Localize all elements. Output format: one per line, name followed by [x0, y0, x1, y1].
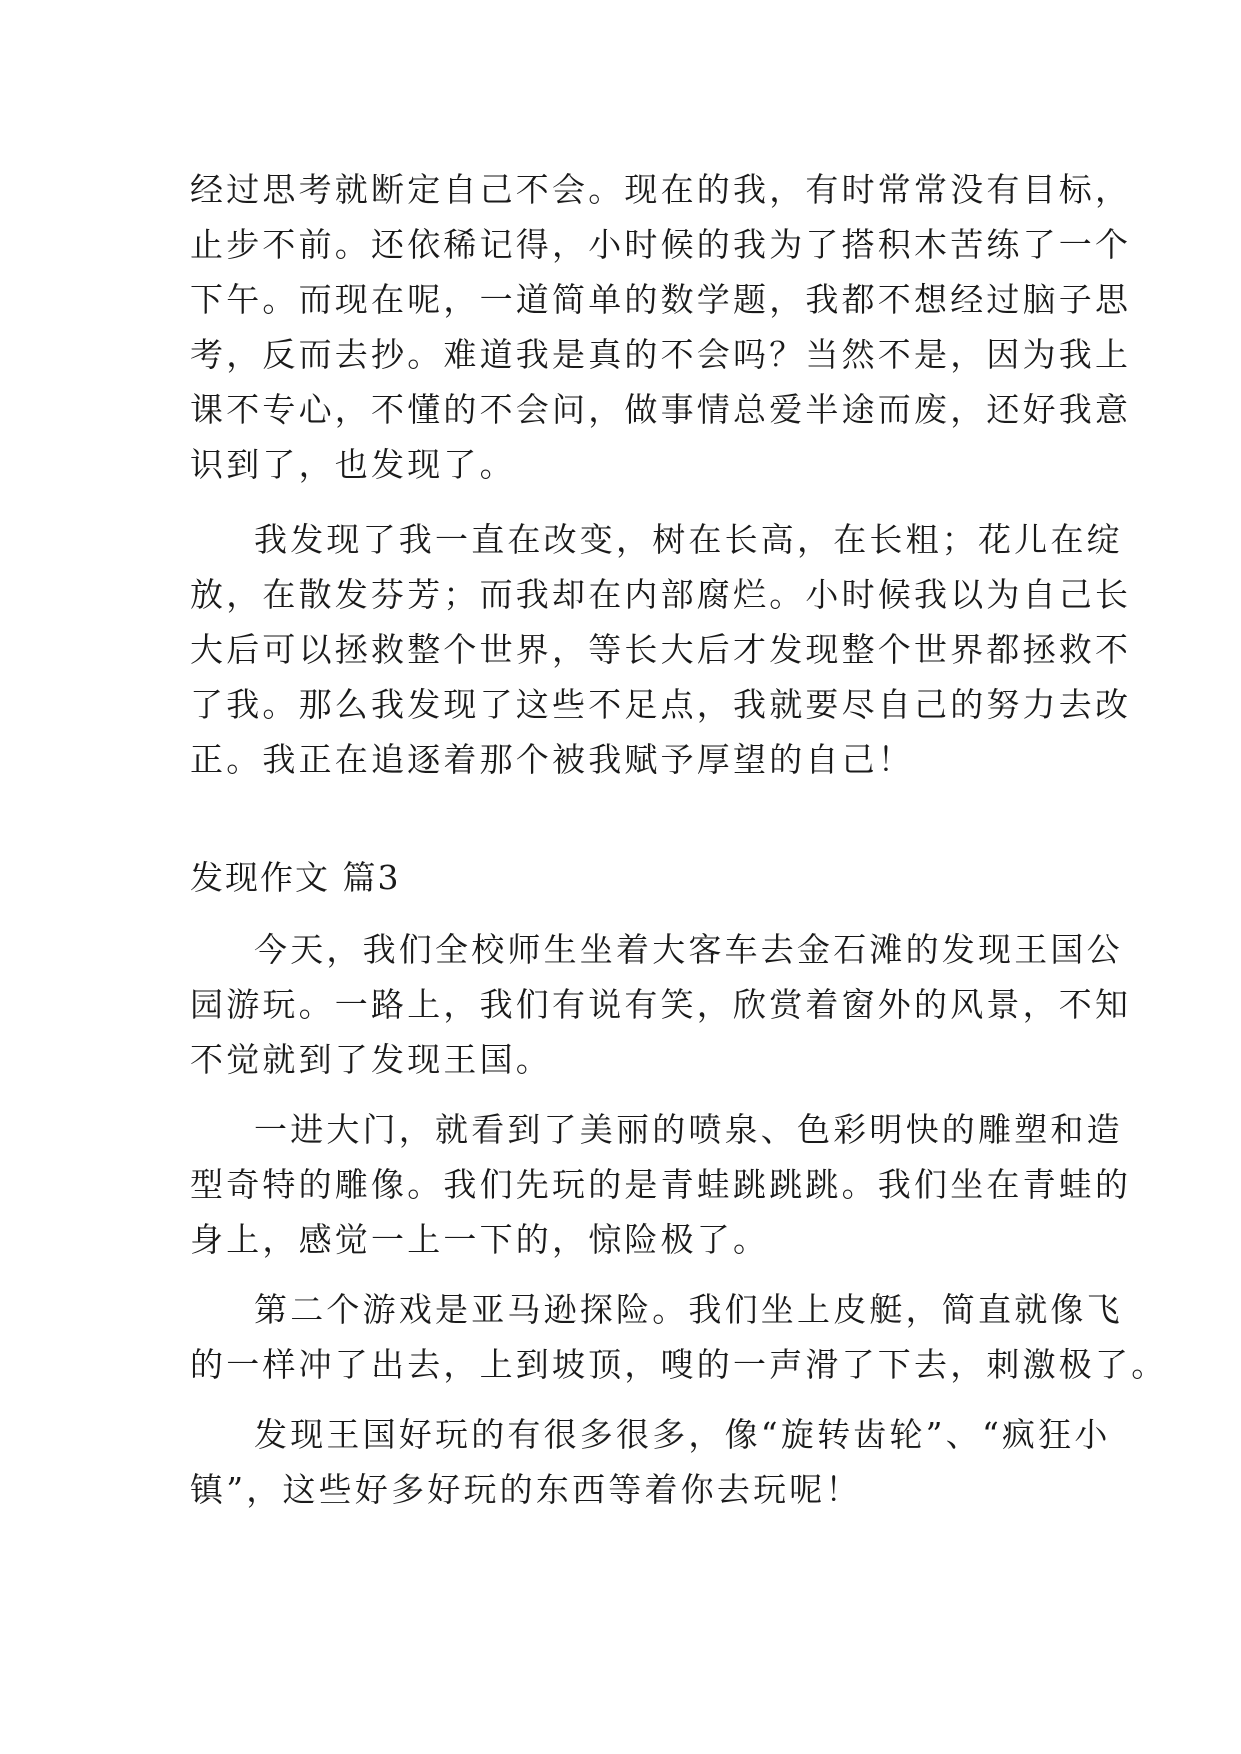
paragraph-first-line: 发现王国好玩的有很多很多，像“旋转齿轮”、“疯狂小	[254, 1415, 1111, 1454]
text-line: 下午。而现在呢，一道简单的数学题，我都不想经过脑子思	[190, 280, 1132, 319]
text-line: 的一样冲了出去，上到坡顶，嗖的一声滑了下去，刺激极了。	[190, 1345, 1168, 1384]
text-line: 了我。那么我发现了这些不足点，我就要尽自己的努力去改	[190, 685, 1132, 724]
paragraph-first-line: 第二个游戏是亚马逊探险。我们坐上皮艇，简直就像飞	[254, 1290, 1123, 1329]
text-line: 放，在散发芬芳；而我却在内部腐烂。小时候我以为自己长	[190, 575, 1132, 614]
text-line: 课不专心，不懂的不会问，做事情总爱半途而废，还好我意	[190, 390, 1132, 429]
text-line: 经过思考就断定自己不会。现在的我，有时常常没有目标，	[190, 170, 1132, 209]
text-line: 园游玩。一路上，我们有说有笑，欣赏着窗外的风景，不知	[190, 985, 1132, 1024]
paragraph-first-line: 今天，我们全校师生坐着大客车去金石滩的发现王国公	[254, 930, 1123, 969]
text-line: 正。我正在追逐着那个被我赋予厚望的自己！	[190, 740, 914, 779]
text-line: 识到了，也发现了。	[190, 445, 516, 484]
text-line: 大后可以拯救整个世界，等长大后才发现整个世界都拯救不	[190, 630, 1132, 669]
text-line: 镇”，这些好多好玩的东西等着你去玩呢！	[190, 1470, 862, 1509]
text-line: 止步不前。还依稀记得，小时候的我为了搭积木苦练了一个	[190, 225, 1132, 264]
text-line: 不觉就到了发现王国。	[190, 1040, 552, 1079]
text-line: 型奇特的雕像。我们先玩的是青蛙跳跳跳。我们坐在青蛙的	[190, 1165, 1132, 1204]
paragraph-first-line: 我发现了我一直在改变，树在长高，在长粗；花儿在绽	[254, 520, 1123, 559]
text-line: 考，反而去抄。难道我是真的不会吗？当然不是，因为我上	[190, 335, 1132, 374]
paragraph-first-line: 一进大门，就看到了美丽的喷泉、色彩明快的雕塑和造	[254, 1110, 1123, 1149]
section-heading: 发现作文 篇3	[190, 858, 401, 897]
text-line: 身上，感觉一上一下的，惊险极了。	[190, 1220, 770, 1259]
